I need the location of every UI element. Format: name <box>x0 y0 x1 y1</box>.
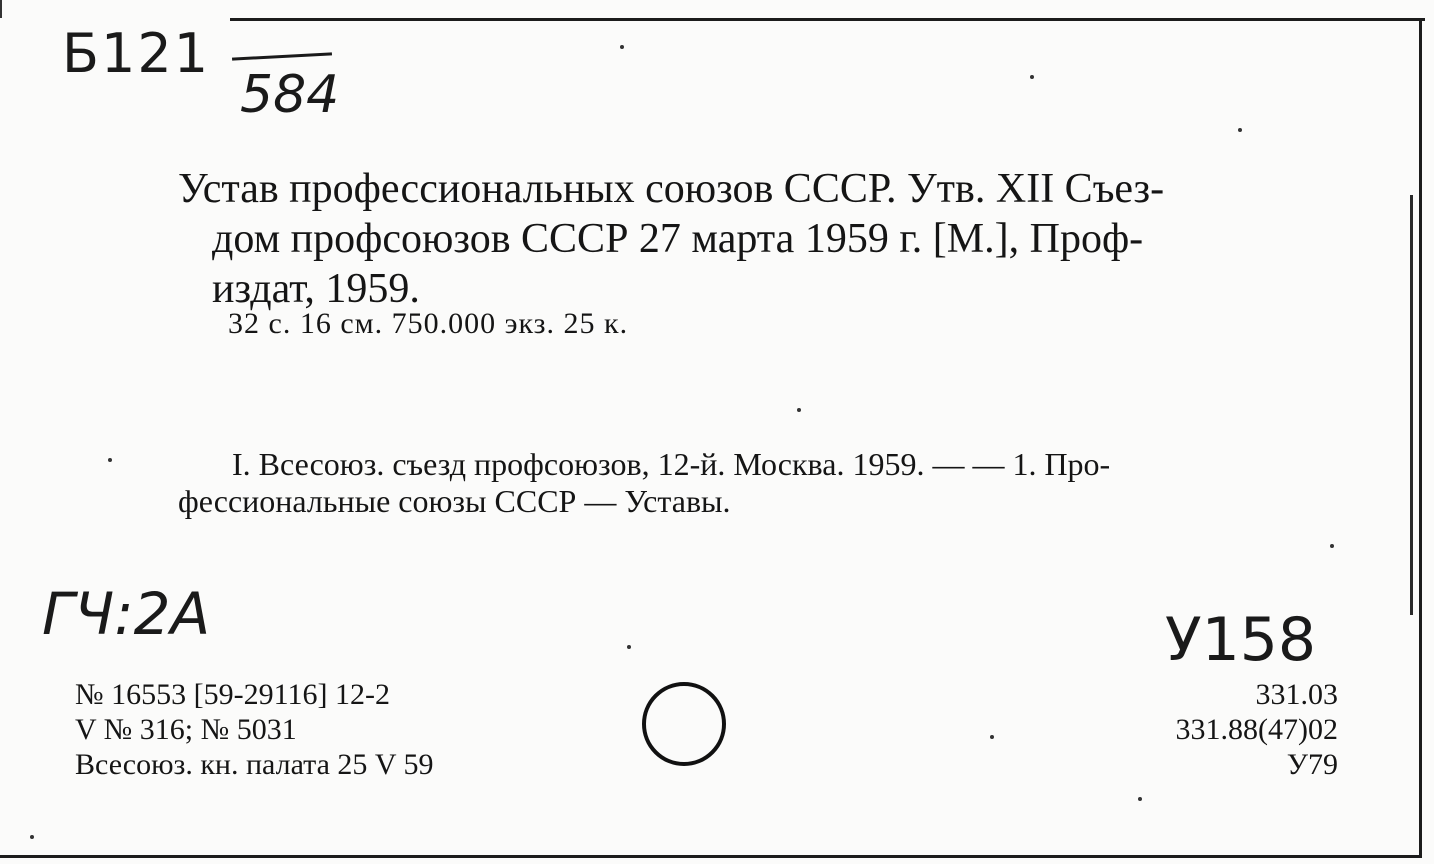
title-line: Устав профессиональных союзов СССР. Утв. XII Съез- <box>178 166 1165 212</box>
classification-line: У79 <box>1286 748 1338 781</box>
ink-speck <box>1030 75 1034 79</box>
card-border-bottom <box>0 855 1422 858</box>
ink-speck <box>990 735 994 739</box>
handwritten-class-code: У158 <box>1165 605 1317 675</box>
ink-speck <box>30 835 34 839</box>
card-border-right <box>1419 18 1422 858</box>
circle-stamp-icon <box>642 682 726 766</box>
handwritten-fraction-number: 584 <box>240 65 340 125</box>
control-line: V № 316; № 5031 <box>75 713 297 746</box>
control-line: № 16553 [59-29116] 12-2 <box>75 678 390 711</box>
ink-speck <box>108 458 112 462</box>
subject-line: I. Всесоюз. съезд профсоюзов, 12-й. Москва. 1959. — — 1. Про- <box>232 446 1111 482</box>
classification-line: 331.03 <box>1255 678 1338 711</box>
card-border-left <box>0 0 2 18</box>
collation-line: 32 с. 16 см. 750.000 экз. 25 к. <box>228 307 629 340</box>
title-line: дом профсоюзов СССР 27 марта 1959 г. [М.], Проф- <box>212 216 1144 262</box>
handwritten-fraction-line <box>232 52 332 60</box>
classification-line: 331.88(47)02 <box>1175 713 1338 746</box>
ink-speck <box>1138 797 1142 801</box>
control-line: Всесоюз. кн. палата 25 V 59 <box>75 748 434 781</box>
handwritten-shelf-code: ГЧ:2А <box>42 580 211 648</box>
subject-line: фессиональные союзы СССР — Уставы. <box>178 483 731 519</box>
ink-speck <box>797 408 801 412</box>
ink-speck <box>1330 544 1334 548</box>
title-line: издат, 1959. <box>212 266 420 312</box>
ink-speck <box>627 645 631 649</box>
ink-speck <box>1238 128 1242 132</box>
card-border-right-inner <box>1410 195 1413 615</box>
ink-speck <box>620 45 624 49</box>
card-border-top <box>230 18 1425 21</box>
handwritten-top-code: Б121 <box>62 22 211 85</box>
